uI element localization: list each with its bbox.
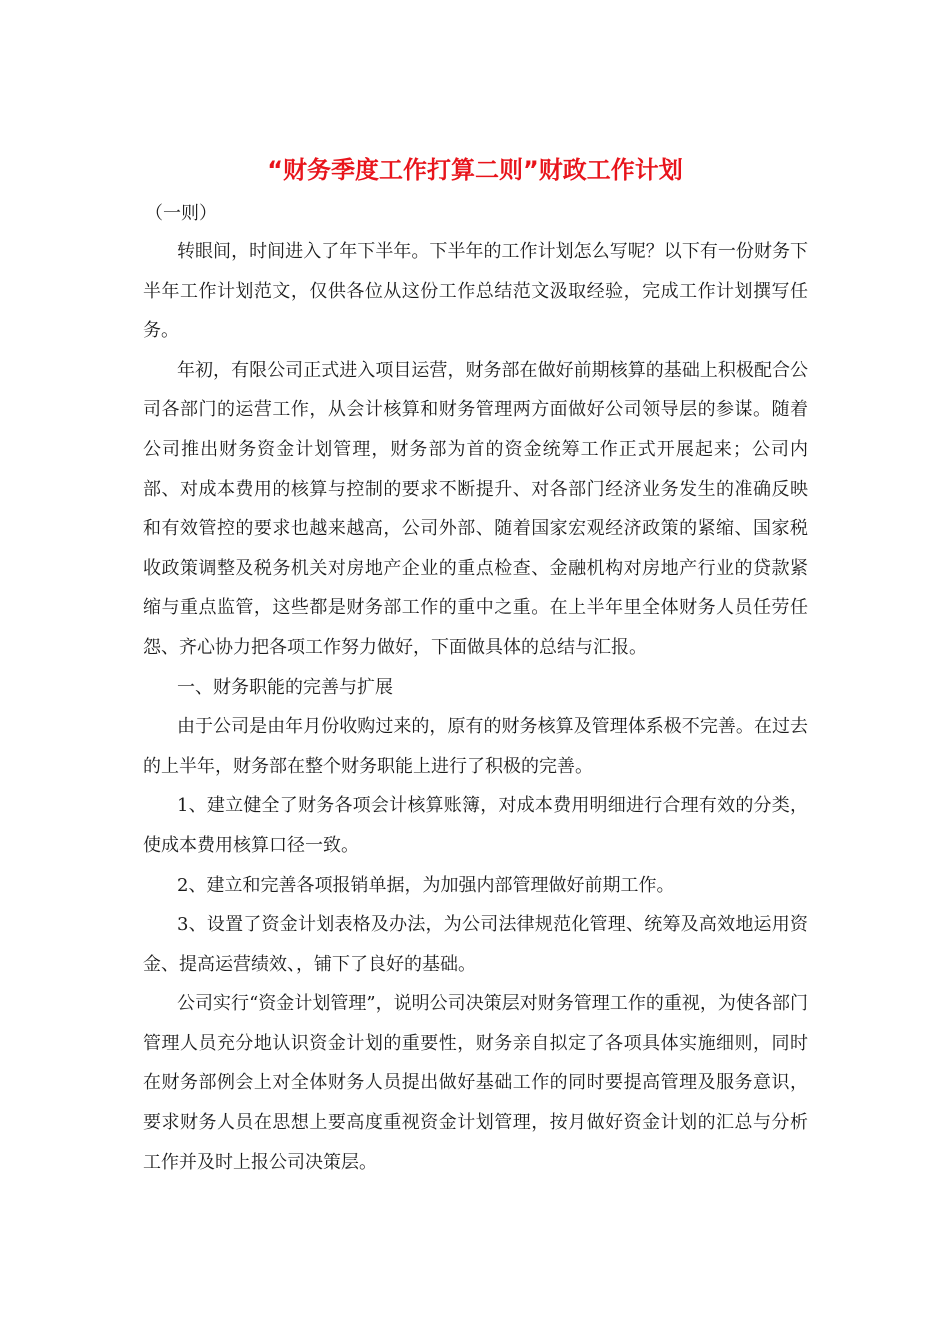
paragraph-section-intro: 由于公司是由年月份收购过来的，原有的财务核算及管理体系极不完善。在过去的上半年，财务部在整个财务职能上进行了积极的完善。 [143,716,808,777]
paragraph-intro: 转眼间，时间进入了年下半年。下半年的工作计划怎么写呢？以下有一份财务下半年工作计划范文，仅供各位从这份工作总结范文汲取经验，完成工作计划撰写任务。 [143,241,808,342]
paragraph-fund-plan: 公司实行“资金计划管理”，说明公司决策层对财务管理工作的重视，为使各部门管理人员充分地认识资金计划的重要性，财务亲自拟定了各项具体实施细则，同时在财务部例会上对全体财务人员提出做好基础工作的同时要提高管理及服务意识，要求财务人员在思想上要高度重视资金计划管理，按月做好资金计划的汇总与分析工作并及时上报公司决策层。 [143,993,808,1173]
list-item-1: 1、建立健全了财务各项会计核算账簿，对成本费用明细进行合理有效的分类，使成本费用核算口径一致。 [143,795,808,856]
document-body [143,200,808,1182]
document-title: “财务季度工作打算二则”财政工作计划 [267,156,683,184]
paragraph-overview: 年初，有限公司正式进入项目运营，财务部在做好前期核算的基础上积极配合公司各部门的运营工作，从会计核算和财务管理两方面做好公司领导层的参谋。随着公司推出财务资金计划管理，财务部为首的资金统筹工作正式开展起来；公司内部、对成本费用的核算与控制的要求不断提升、对各部门经济业务发生的准确反映和有效管控的要求也越来越高，公司外部、随着国家宏观经济政策的紧缩、国家税收政策调整及税务机关对房地产企业的重点检查、金融机构对房地产行业的贷款紧缩与重点监管，这些都是财务部工作的重中之重。在上半年里全体财务人员任劳任怨、齐心协力把各项工作努力做好，下面做具体的总结与汇报。 [143,359,808,658]
paragraph-subtitle: （一则） [145,203,217,224]
list-item-3: 3、设置了资金计划表格及办法，为公司法律规范化管理、统筹及高效地运用资金、提高运营绩效、，铺下了良好的基础。 [143,914,808,975]
section-heading: 一、财务职能的完善与扩展 [177,676,393,698]
list-item-2: 2、建立和完善各项报销单据，为加强内部管理做好前期工作。 [177,874,675,896]
